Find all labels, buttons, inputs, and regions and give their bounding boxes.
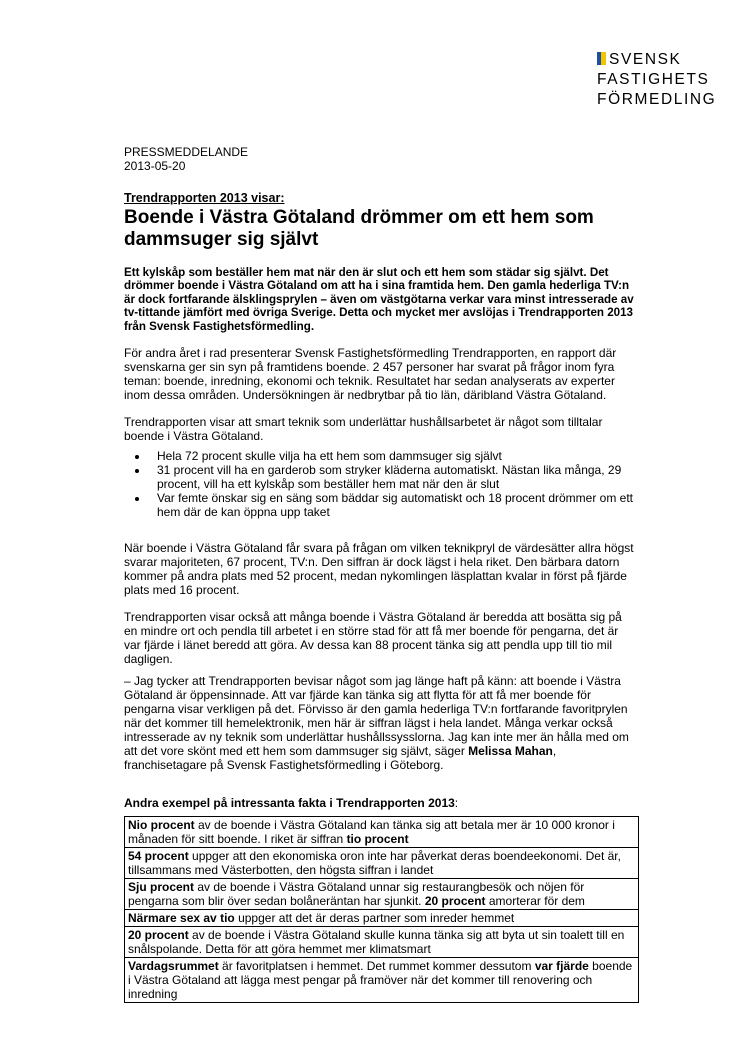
quote-paragraph	[124, 674, 638, 772]
table-row: 20 procent av de boende i Västra Götaland skulle kunna tänka sig att byta ut sin toalett till en snålspolande. Detta för att göra hemmet mer klimatsmart	[125, 927, 639, 958]
list-item: • 31 procent vill ha en garderob som stryker kläderna automatiskt. Nästan lika många, 29 procent, vill ha ett kylskåp som beställer hem mat när den är slut	[149, 463, 638, 491]
list-item: • Var femte önskar sig en säng som bäddar sig automatiskt och 18 procent drömmer om ett hem där de kan öppna upp taket	[149, 491, 638, 519]
company-logo	[597, 50, 717, 110]
kicker: Trendrapporten 2013 visar:	[124, 191, 285, 205]
quote-person: Melissa Mahan	[468, 744, 553, 759]
paragraph-2: Trendrapporten visar att smart teknik som underlättar hushållsarbetet är något som tilltalar boende i Västra Götaland.	[124, 415, 603, 444]
document-meta	[124, 145, 638, 173]
paragraph-3: När boende i Västra Götaland får svara på frågan om vilken teknikpryl de värdesätter allra högst svarar majoriteten, 67 procent, TV:n. Den siffran är dock lägst i hela riket. Den bärbara datorn kommer på andra plats med 52 procent, medan nykomlingen läsplattan kvalar in först på fjärde plats med 16 procent.	[124, 541, 634, 598]
table-row: 54 procent uppger att den ekonomiska oron inte har påverkat deras boendeekonomi. Det är, tillsammans med Västerbotten, den högsta siffran i landet	[125, 848, 639, 879]
facts-title: Andra exempel på intressanta fakta i Trendrapporten 2013:	[124, 796, 459, 811]
document-type: PRESSMEDDELANDE	[124, 145, 249, 159]
swedish-flag-icon	[597, 51, 606, 64]
table-row: Sju procent av de boende i Västra Götaland unnar sig restaurangbesök och nöjen för pengarna som blir över sedan bolåneräntan har sjunkit. 20 procent amorterar för dem	[125, 879, 639, 910]
logo-line-1: SVENSK	[597, 50, 717, 70]
table-row: Nio procent av de boende i Västra Götaland kan tänka sig att betala mer är 10 000 kronor i månaden för sitt boende. I riket är siffran tio procent	[125, 817, 639, 848]
quote-text: – Jag tycker att Trendrapporten bevisar något som jag länge haft på känn: att boende i Västra Götaland är öppensinnade. Att var fjärde kan tänka sig att flytta för att få mer boende för pengarna visar verkligen på det. Förvisso är den gamla hederliga TV:n fortfarande favoritprylen när det kommer till hemelektronik, men här är siffran lägst i hela landet. Många verkar också intresserade av ny teknik som underlättar hushållssysslorna. Jag kan inte mer än hålla med om att det vore skönt med ett hem som dammsuger sig självt, säger	[124, 674, 629, 759]
lead-paragraph: Ett kylskåp som beställer hem mat när den är slut och ett hem som städar sig självt. Det drömmer boende i Västra Götaland om att ha i sina framtida hem. Den gamla hederliga TV:n är dock fortfarande älsklingsprylen – även om västgötarna verkar vara minst intresserade av tv-tittande jämfört med övriga Sverige. Detta och mycket mer avslöjas i Trendrapporten 2013 från Svensk Fastighetsförmedling.	[124, 266, 634, 333]
bullet-list	[124, 449, 638, 519]
facts-table	[124, 816, 639, 1003]
press-release-body	[124, 145, 638, 1003]
list-item: • Hela 72 procent skulle vilja ha ett hem som dammsuger sig självt	[149, 449, 638, 463]
document-date: 2013-05-20	[124, 159, 186, 173]
paragraph-4: Trendrapporten visar också att många boende i Västra Götaland är beredda att bosätta sig på en mindre ort och pendla till arbetet i en större stad för att få mer boende för pengarna, det är var fjärde i länet beredd att göra. Av dessa kan 88 procent tänka sig att pendla upp till tio mil dagligen.	[124, 610, 622, 667]
headline: Boende i Västra Götaland drömmer om ett hem som dammsuger sig självt	[124, 207, 594, 250]
logo-line-2: FASTIGHETS	[597, 71, 710, 88]
quote-role: , franchisetagare på Svensk Fastighetsförmedling i Göteborg.	[124, 744, 557, 773]
table-row: Närmare sex av tio uppger att det är deras partner som inreder hemmet	[125, 910, 639, 927]
logo-line-3: FÖRMEDLING	[597, 91, 717, 108]
paragraph-1: För andra året i rad presenterar Svensk Fastighetsförmedling Trendrapporten, en rapport där svenskarna ger sin syn på framtidens boende. 2 457 personer har svarat på frågor inom fyra teman: boende, inredning, ekonomi och teknik. Resultatet har sedan analyserats av experter inom dessa områden. Undersökningen är nedbrytbar på tio län, däribland Västra Götaland.	[124, 346, 617, 403]
table-row: Vardagsrummet är favoritplatsen i hemmet. Det rummet kommer dessutom var fjärde boende i Västra Götaland att lägga mest pengar på framöver när det kommer till renovering och inredning	[125, 958, 639, 1003]
